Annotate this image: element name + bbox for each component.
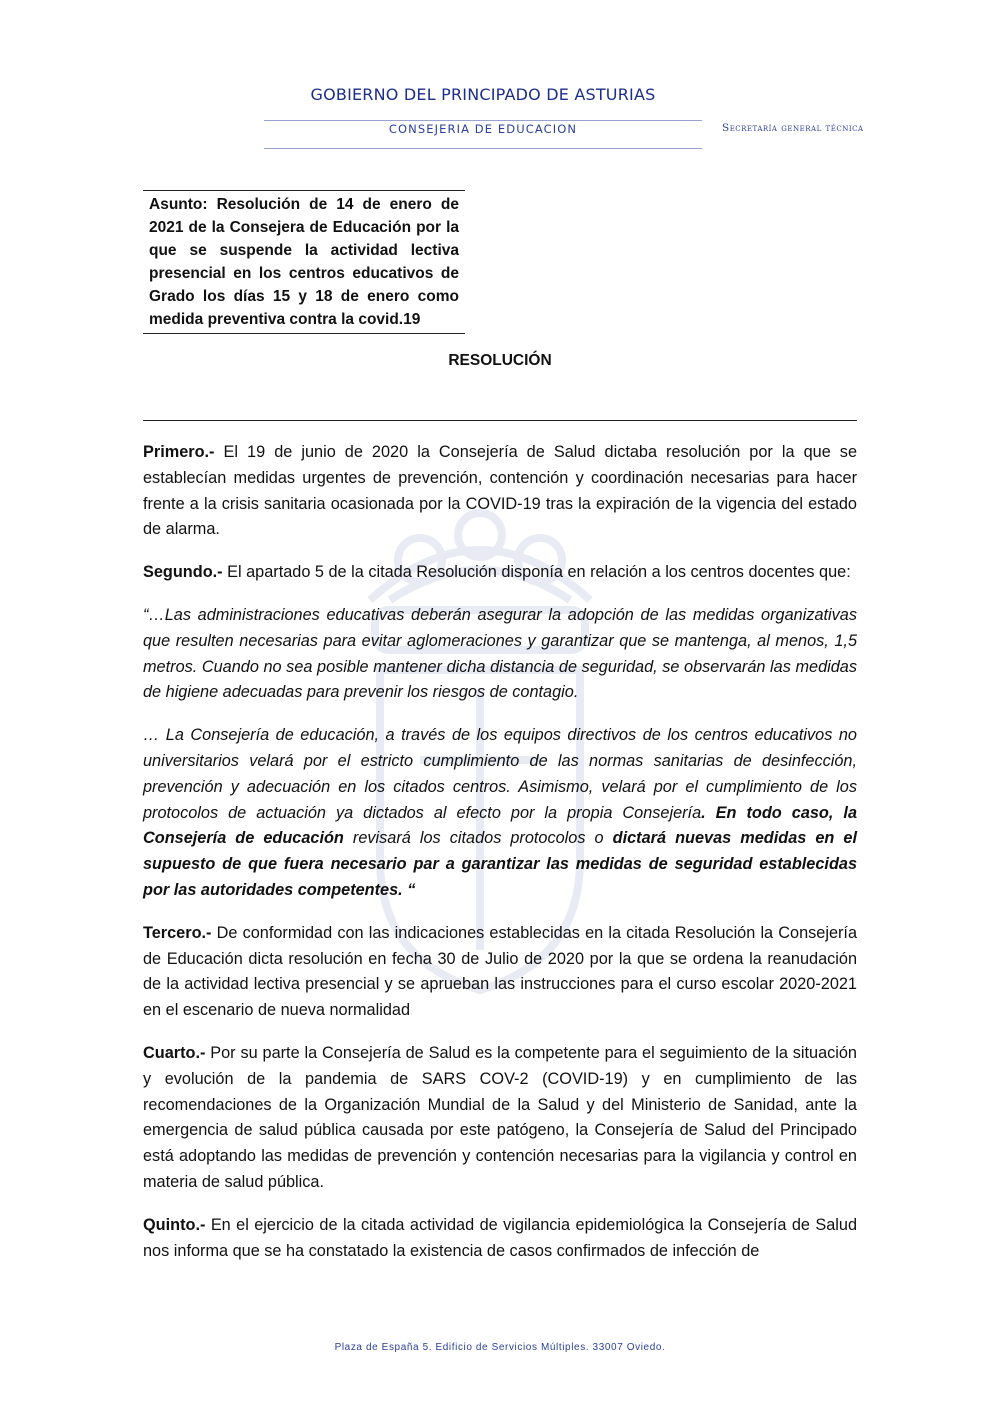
quote2-bold2: dictará nuevas medidas en el supuesto de que fuera necesario par a garantizar las medidas de seguridad establecidas por las autoridades competentes. “ — [143, 829, 857, 899]
subject-box: Asunto: Resolución de 14 de enero de 2021 de la Consejera de Educación por la que se suspende la actividad lectiva presencial en los centros educativos de Grado los días 15 y 18 de enero como medida preventiva contra la covid.19 — [143, 190, 465, 334]
paragraph-quinto — [143, 1213, 857, 1265]
label-primero: Primero.- — [143, 443, 215, 461]
label-tercero: Tercero.- — [143, 923, 212, 942]
header-rule-top — [264, 120, 702, 121]
footer-address: Plaza de España 5. Edificio de Servicios Múltiples. 33007 Oviedo. — [334, 1342, 666, 1353]
government-title: GOBIERNO DEL PRINCIPADO DE ASTURIAS — [310, 85, 656, 104]
text-quinto: En el ejercicio de la citada actividad de vigilancia epidemiológica la Consejería de Salud nos informa que se ha constatado la existencia de casos confirmados de infección de — [143, 1215, 857, 1260]
quote2-bold1: . En todo caso, la Consejería de educación — [143, 803, 857, 848]
resolution-body — [143, 440, 857, 1281]
department-name: CONSEJERIA DE EDUCACION — [388, 122, 578, 136]
text-tercero: De conformidad con las indicaciones establecidas en la citada Resolución la Consejería de Educación dicta resolución en fecha 30 de Julio de 2020 por la que se ordena la reanudación de la actividad lectiva presencial y se aprueban las instrucciones para el curso escolar 2020-2021 en el escenario de nueva normalidad — [143, 923, 857, 1020]
quote-paragraph-1: “…Las administraciones educativas deberán asegurar la adopción de las medidas organizativas que resulten necesarias para evitar aglomeraciones y garantizar que se mantenga, al menos, 1,5 metros. Cuando no sea posible mantener dicha distancia de seguridad, se observarán las medidas de higiene adecuadas para prevenir los riesgos de contagio. — [143, 605, 857, 702]
text-segundo: El apartado 5 de la citada Resolución disponía en relación a los centros docentes que: — [222, 563, 851, 582]
text-cuarto: Por su parte la Consejería de Salud es la competente para el seguimiento de la situación y evolución de la pandemia de SARS COV-2 (COVID-19) y en cumplimiento de las recomendaciones de la Organización Mundial de la Salud y del Ministerio de Sanidad, ante la emergencia de salud pública causada por este patógeno, la Consejería de Salud del Principado está adoptando las medidas de prevención y contención necesarias para la vigilancia y control en materia de salud pública. — [143, 1043, 857, 1191]
label-segundo: Segundo.- — [143, 563, 223, 582]
header-rule-bottom — [264, 148, 702, 149]
paragraph-segundo — [143, 560, 857, 586]
paragraph-tercero — [143, 921, 857, 1024]
quote-paragraph-2 — [143, 723, 857, 904]
document-title: RESOLUCIÓN — [448, 352, 552, 369]
quote2-part2: revisará los citados protocolos o — [343, 829, 613, 848]
label-cuarto: Cuarto.- — [143, 1043, 206, 1062]
label-quinto: Quinto.- — [143, 1215, 206, 1234]
paragraph-cuarto — [143, 1041, 857, 1196]
unit-name: Secretaría general técnica — [722, 122, 864, 134]
title-rule — [143, 420, 857, 421]
text-primero: El 19 de junio de 2020 la Consejería de Salud dictaba resolución por la que se establecían medidas urgentes de prevención, contención y coordinación necesarias para hacer frente a la crisis sanitaria ocasionada por la COVID-19 tras la expiración de la vigencia del estado de alarma. — [143, 443, 857, 539]
paragraph-primero — [143, 440, 857, 543]
quote2-part1: … La Consejería de educación, a través de los equipos directivos de los centros educativos no universitarios velará por el estricto cumplimiento de las normas sanitarias de desinfección, prevención y adecuación en los citados centros. Asimismo, velará por el cumplimiento de los protocolos de actuación ya dictados al efecto por la propia Consejería — [143, 726, 857, 822]
